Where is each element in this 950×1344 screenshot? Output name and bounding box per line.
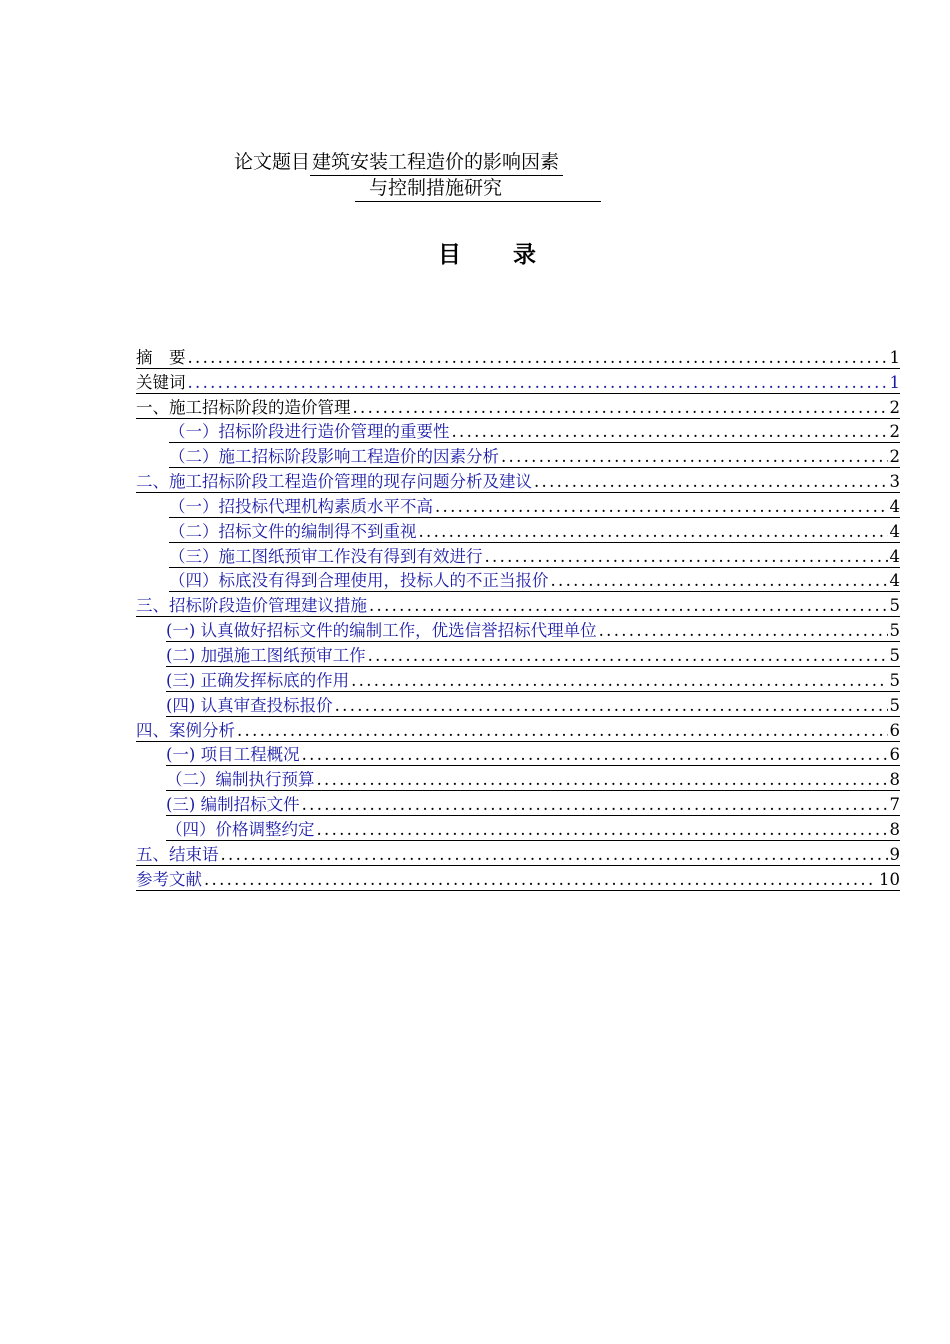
toc-entry-section-4-2[interactable]: （二）编制执行预算 ..... 8 <box>166 766 900 791</box>
toc-entry-section-2[interactable]: 二、施工招标阶段工程造价管理的现存问题分析及建议 ..... 3 <box>136 468 900 493</box>
toc-entry-section-4-3[interactable]: (三) 编制招标文件 ..... 7 <box>166 791 900 816</box>
toc-entry-section-2-4[interactable]: （四）标底没有得到合理使用，投标人的不正当报价 ..... 4 <box>169 568 900 593</box>
toc-entry-abstract[interactable]: 摘 要 ..... 1 <box>136 344 900 369</box>
thesis-title-block <box>234 150 601 202</box>
thesis-title-line2: 与控制措施研究 <box>355 176 601 202</box>
toc-entry-section-2-1[interactable]: （一）招投标代理机构素质水平不高 ..... 4 <box>169 493 900 518</box>
toc-entry-section-3-3[interactable]: (三) 正确发挥标底的作用 ..... 5 <box>166 667 900 692</box>
toc-heading-char-2: 录 <box>513 242 536 268</box>
table-of-contents <box>136 344 900 891</box>
toc-entry-section-2-2[interactable]: （二）招标文件的编制得不到重视 ..... 4 <box>169 518 900 543</box>
toc-entry-section-5[interactable]: 五、结束语 ..... 9 <box>136 841 900 866</box>
toc-entry-section-1-1[interactable]: （一）招标阶段进行造价管理的重要性 ..... 2 <box>169 419 900 444</box>
toc-entry-references[interactable]: 参考文献 ..... 10 <box>136 866 900 891</box>
toc-entry-section-3-2[interactable]: (二) 加强施工图纸预审工作 ..... 5 <box>166 642 900 667</box>
toc-entry-section-2-3[interactable]: （三）施工图纸预审工作没有得到有效进行 ..... 4 <box>169 543 900 568</box>
toc-entry-section-3[interactable]: 三、招标阶段造价管理建议措施 ..... 5 <box>136 592 900 617</box>
toc-entry-section-3-1[interactable]: (一) 认真做好招标文件的编制工作，优选信誉招标代理单位 ..... 5 <box>166 617 900 642</box>
toc-heading-char-1: 目 <box>438 242 461 268</box>
toc-entry-section-4-1[interactable]: (一) 项目工程概况 ..... 6 <box>166 742 900 767</box>
thesis-title-label: 论文题目 <box>234 151 311 173</box>
toc-entry-keywords[interactable]: 关键词 ..... 1 <box>136 369 900 394</box>
toc-heading <box>12 236 950 269</box>
toc-entry-section-4-4[interactable]: （四）价格调整约定 ..... 8 <box>166 816 900 841</box>
toc-entry-section-4[interactable]: 四、案例分析 ..... 6 <box>136 717 900 742</box>
toc-entry-section-3-4[interactable]: (四) 认真审查投标报价 ..... 5 <box>166 692 900 717</box>
toc-entry-section-1-2[interactable]: （二）施工招标阶段影响工程造价的因素分析 ..... 2 <box>169 443 900 468</box>
thesis-title-line1: 建筑安装工程造价的影响因素 <box>310 150 563 176</box>
toc-entry-section-1[interactable]: 一、施工招标阶段的造价管理 ..... 2 <box>136 394 900 419</box>
